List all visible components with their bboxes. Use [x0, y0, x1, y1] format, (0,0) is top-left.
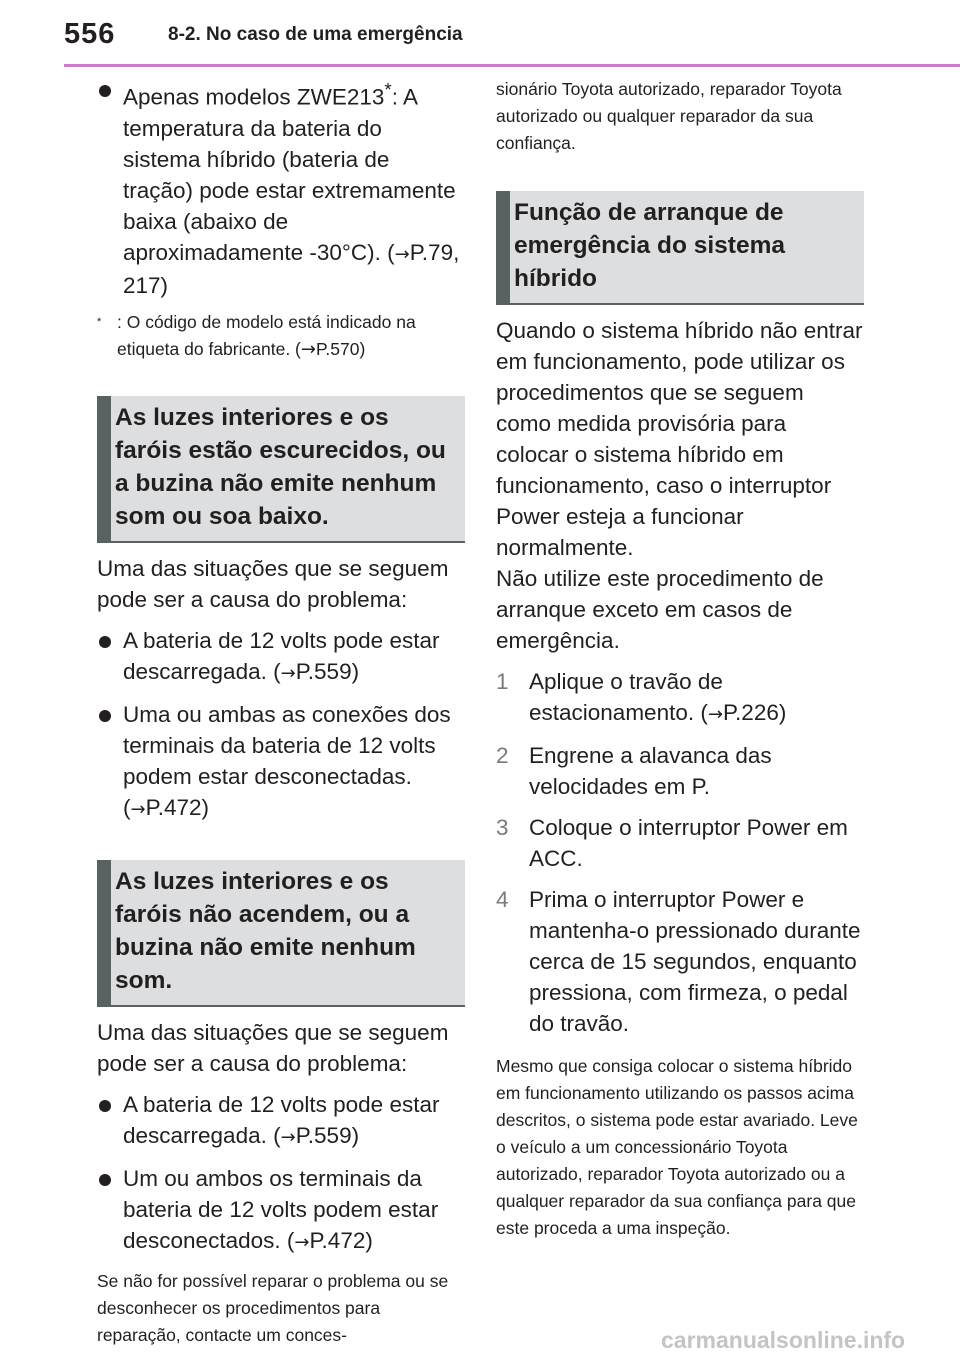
heading-box-dim-lights: As luzes interiores e os faróis estão escurecidos, ou a buzina não emite nenhum som ou soa baixo. [97, 396, 465, 543]
arrow-icon: → [280, 1126, 296, 1148]
continued-text: sionário Toyota autorizado, reparador Toyota autorizado ou qualquer reparador da sua confiança. [496, 79, 842, 153]
heading-box-no-lights: As luzes interiores e os faróis não acendem, ou a buzina não emite nenhum som. [97, 860, 465, 1007]
page-reference[interactable]: P.559) [295, 1122, 360, 1148]
bullet-dot-icon [99, 636, 111, 648]
left-column [97, 74, 465, 1349]
step-2: 2 Engrene a alavanca das velocidades em P. [496, 740, 864, 802]
section-title: 8-2. No caso de uma emergência [168, 24, 463, 45]
arrow-icon: → [394, 243, 410, 265]
page-reference[interactable]: P.472) [309, 1227, 373, 1253]
page-number: 556 [64, 18, 116, 50]
page-header [0, 0, 960, 68]
page-reference[interactable]: P.570) [315, 338, 366, 359]
header-divider [64, 64, 960, 67]
closing-note: Se não for possível reparar o problema ou se desconhecer os procedimentos para reparação, contacte um conces- [97, 1270, 449, 1345]
page-reference[interactable]: P.472) [145, 794, 209, 820]
arrow-icon: → [707, 704, 723, 725]
bullet-dot-icon [99, 1100, 111, 1112]
intro-text: Uma das situações que se seguem pode ser a causa do problema: [97, 555, 449, 612]
bullet-battery-discharged: A bateria de 12 volts pode estar descarregada. (→P.559) [97, 1089, 465, 1153]
arrow-icon: → [280, 662, 296, 684]
page-reference[interactable]: P.559) [295, 658, 360, 684]
page-reference[interactable]: P.79, 217) [123, 239, 460, 298]
paragraph: Quando o sistema híbrido não entrar em funcionamento, pode utilizar os procedimentos que se seguem como medida provisória para colocar o sistema híbrido em funcionamento, caso o interruptor Power esteja a funcionar normalmente. [496, 318, 863, 560]
right-column [496, 76, 864, 1242]
bullet-model-temperature: Apenas modelos ZWE213*: A temperatura da bateria do sistema híbrido (bateria de tração) pode estar extremamente baixa (abaixo de aproximadamente -30°C). (→P.79, 217) [97, 74, 465, 301]
intro-text: Uma das situações que se seguem pode ser a causa do problema: [97, 1019, 449, 1076]
paragraph-warning: Não utilize este procedimento de arranque exceto em casos de emergência. [496, 566, 824, 653]
step-number: 3 [496, 815, 509, 840]
bullet-terminals-disconnected: Um ou ambos os terminais da bateria de 12 volts podem estar desconectados. (→P.472) [97, 1163, 465, 1258]
arrow-icon: → [300, 338, 316, 360]
heading-box-emergency-start: Função de arranque de emergência do sistema híbrido [496, 191, 864, 305]
bullet-dot-icon [99, 710, 111, 722]
inspection-note: Mesmo que consiga colocar o sistema híbrido em funcionamento utilizando os passos acima descritos, o sistema pode estar avariado. Leve o veículo a um concessionário Toyota autorizado, reparador Toyota autorizado ou a qualquer reparador da sua confiança para que este proceda a uma inspeção. [496, 1056, 858, 1238]
arrow-icon: → [130, 798, 146, 820]
page-reference[interactable]: P.226) [722, 700, 787, 725]
step-number: 2 [496, 743, 509, 768]
arrow-icon: → [294, 1231, 310, 1253]
footnote: * : O código de modelo está indicado na etiqueta do fabricante. (→P.570) [97, 311, 416, 360]
bullet-dot-icon [99, 85, 111, 97]
bullet-battery-discharged: A bateria de 12 volts pode estar descarregada. (→P.559) [97, 625, 465, 689]
step-3: 3 Coloque o interruptor Power em ACC. [496, 812, 864, 874]
bullet-dot-icon [99, 1174, 111, 1186]
step-1: 1 Aplique o travão de estacionamento. (→P.226) [496, 666, 864, 730]
bullet-terminals-disconnected: Uma ou ambas as conexões dos terminais da bateria de 12 volts podem estar desconectadas. (→P.472) [97, 699, 465, 825]
watermark: carmanualsonline.info [661, 1327, 906, 1353]
step-4: 4 Prima o interruptor Power e mantenha-o pressionado durante cerca de 15 segundos, enquanto pressiona, com firmeza, o pedal do travão. [496, 884, 864, 1039]
step-number: 4 [496, 887, 509, 912]
step-number: 1 [496, 669, 509, 694]
